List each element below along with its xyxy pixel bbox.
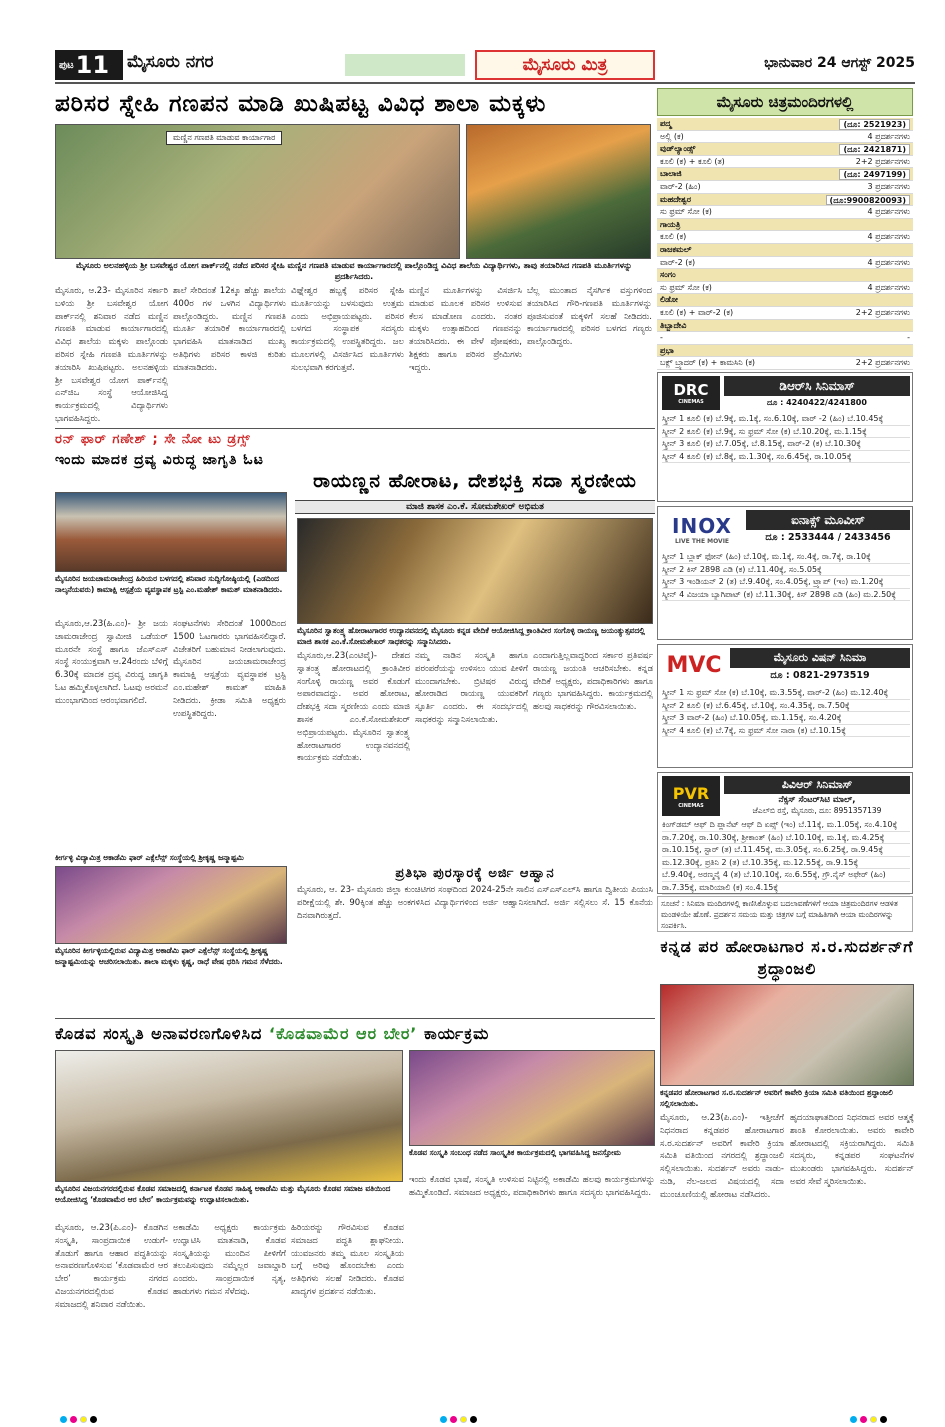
cinema-show-row <box>657 332 913 345</box>
cinema-hall-row <box>657 143 913 156</box>
story7-headline-start: ಕೊಡವ ಸಂಸ್ಕೃತಿ ಅನಾವರಣಗೊಳಿಸಿದ <box>55 1024 269 1043</box>
showtime-line: ಸ್ಕ್ರೀನ್ 1 ಕೂಲಿ (ಕ) ಬೆ.9ಕ್ಕೆ, ಮ.1ಕ್ಕೆ, ಸಂ.6.10ಕ್ಕೆ, ವಾರ್ -2 (ಹಿಂ) ಬೆ.10.45ಕ್ಕೆ <box>662 413 910 426</box>
story1-headline: ಪರಿಸರ ಸ್ನೇಹಿ ಗಣಪನ ಮಾಡಿ ಖುಷಿಪಟ್ಟ ವಿವಿಧ ಶಾಲಾ ಮಕ್ಕಳು <box>55 91 547 117</box>
story7-body-col4: ಇಂದು ಕೊಡವ ಭಾಷೆ, ಸಂಸ್ಕೃತಿ ಉಳಿಸುವ ನಿಟ್ಟಿನಲ್ಲಿ ಅಕಾಡೆಮಿ ಹಲವು ಕಾರ್ಯಕ್ರಮಗಳನ್ನು ಹಮ್ಮಿಕೊಂಡಿದೆ. ಸಮಾಜದ ಅಧ್ಯಕ್ಷರು, ಪದಾಧಿಕಾರಿಗಳು ಹಾಗೂ ಸದಸ್ಯರು ಭಾಗವಹಿಸಿದ್ದರು. <box>409 1175 655 1198</box>
showtime-line: ಸ್ಕ್ರೀನ್ 1 ಸು ಫ್ರಮ್ ಸೋ (ಕ) ಬೆ.10ಕ್ಕೆ, ಮ.3.55ಕ್ಕೆ, ವಾರ್-2 (ಹಿಂ) ಮ.12.40ಕ್ಕೆ <box>662 687 910 700</box>
cinema-row-info: - <box>907 333 910 343</box>
showtime-line: ಸ್ಕ್ರೀನ್ 3 ಇಂಡಿಯನ್ 2 (ತ) ಬೆ.9.40ಕ್ಕೆ, ಸಂ.4.05ಕ್ಕೆ, ಟ್ರ್ಯಾಪ್ (ಇಂ) ಮ.1.20ಕ್ಕೆ <box>662 576 910 589</box>
cinema-row-info: 3 ಪ್ರದರ್ಶನಗಳು <box>867 181 910 191</box>
story6-headline: ಕನ್ನಡ ಪರ ಹೋರಾಟಗಾರ ಸ.ರ.ಸುದರ್ಶನ್‌ಗೆ ಶ್ರದ್ಧಾಂಜಲಿ <box>660 937 914 978</box>
story2-caption: ಮೈಸೂರಿನ ಜಯಚಾಮರಾಜೇಂದ್ರ ಹಿರಿಯರ ಬಳಗದಲ್ಲಿ ಶನಿವಾರ ಸುದ್ದಿಗೋಷ್ಠಿಯಲ್ಲಿ (ಎಡದಿಂದ ನಾಲ್ಕನೆಯವರು) ಕಾಮಾಕ್ಷಿ ಆಸ್ಪತ್ರೆಯ ವ್ಯವಸ್ಥಾಪಕ ಟ್ರಸ್ಟಿ ಎಂ.ಮಹೇಶ್ ಕಾಮತ್ ಮಾತನಾಡಿದರು. <box>55 574 283 594</box>
pvr-logo-text: PVR <box>672 783 710 803</box>
cinema-row-name: ಗಾಯತ್ರಿ <box>660 219 681 229</box>
showtime-line: ರಾ.7.20ಕ್ಕೆ, ರಾ.10.30ಕ್ಕೆ, ಶ್ರೀಕಾಂತ್ (ಹಿಂ) ಬೆ.10.10ಕ್ಕೆ, ಮ.1ಕ್ಕೆ, ಮ.4.25ಕ್ಕೆ <box>662 832 910 845</box>
story1-body-col3: ವಿಘ್ನೇಶ್ವರ ಹಬ್ಬಕ್ಕೆ ಪರಿಸರ ಸ್ನೇಹಿ ಮೂರ್ತಿಯನ್ನು ಬಳಸುವುದು ಉತ್ತಮ ಎಂದು ಅಭಿಪ್ರಾಯಪಟ್ಟರು. ಪರಿಸರ ಬಳಗದ ಸಂಸ್ಥಾಪಕ ಸದಸ್ಯರು ಕಾರ್ಯಕ್ರಮದಲ್ಲಿ ಉಪಸ್ಥಿತರಿದ್ದರು. ಜಲ ಮೂಲಗಳಲ್ಲಿ ವಿಸರ್ಜಿಸಿದ ಮೂರ್ತಿಗಳು ಸುಲಭವಾಗಿ ಕರಗುತ್ತವೆ. <box>291 286 404 373</box>
inox-logo-text: INOX <box>672 513 732 538</box>
registration-dot <box>460 1416 467 1423</box>
story6-body-col1: ಮೈಸೂರು, ಆ.23(ಪಿ.ಎಂ)- ಇತ್ತೀಚೆಗೆ ನಿಧನರಾದ ಕನ್ನಡಪರ ಹೋರಾಟಗಾರ ಸ.ರ.ಸುದರ್ಶನ್ ಅವರಿಗೆ ಕಾವೇರಿ ಕ್ರಿಯಾ ಸಮಿತಿ ವತಿಯಿಂದ ನಗರದಲ್ಲಿ ಶ್ರದ್ಧಾಂಜಲಿ ಸಲ್ಲಿಸಲಾಯಿತು. ಸುದರ್ಶನ್ ಅವರು ನಾಡು-ನುಡಿ, ನೆಲ-ಜಲದ ವಿಷಯದಲ್ಲಿ ಸದಾ ಮುಂಚೂಣಿಯಲ್ಲಿ ಹೋರಾಟ ನಡೆಸಿದರು. <box>660 1113 784 1200</box>
cinema-row-name: ಸಂಗಂ <box>660 270 676 280</box>
cinema-row-name: ಬಕ್ಲ್ ಬ್ರ್ಯಾದರ್ (ಕ) + ಕಾಮಸಿನಿ (ಕ) <box>660 358 756 368</box>
cinema-row-name: ರಾಜಕಮಲ್ <box>660 244 692 254</box>
cinema-list-title: ಮೈಸೂರು ಚಿತ್ರಮಂದಿರಗಳಲ್ಲಿ <box>657 88 913 116</box>
cinema-hall-row <box>657 244 913 257</box>
cinema-row-name: - <box>660 333 663 343</box>
pvr-address: ನೆಕ್ಸಸ್ ಸೆಂಟರ್‌ಸಿಟಿ ಮಾಲ್, <box>778 795 856 805</box>
cinema-row-name: ಪ್ರಭಾ <box>660 345 674 355</box>
registration-dot <box>80 1416 87 1423</box>
pvr-block <box>657 772 913 894</box>
registration-dot <box>850 1416 857 1423</box>
registration-dot <box>70 1416 77 1423</box>
pvr-showtimes <box>662 819 910 895</box>
cinema-row-name: ಲಿಡೋ <box>660 295 678 305</box>
showtime-line: ಬೆ.9.40ಕ್ಕೆ, ಅರಣ್ಮನೈ 4 (ತ) ಬೆ.10.10ಕ್ಕೆ, ಸಂ.6.55ಕ್ಕೆ, ಗ್ರೌ.ನೈಸ್ ಅಫೇರ್ (ಹಿಂ) <box>662 869 910 882</box>
issue-date: ಭಾನುವಾರ 24 ಆಗಸ್ಟ್ 2025 <box>764 55 915 71</box>
drc-showtimes <box>662 413 910 463</box>
page-number-box <box>55 50 123 80</box>
story4-photo <box>297 518 653 624</box>
story2-photo <box>55 492 287 572</box>
cinema-row-info: 4 ಪ್ರದರ್ಶನಗಳು <box>867 131 910 141</box>
showtime-line: ಸ್ಕ್ರೀನ್ 3 ವಾರ್-2 (ಹಿಂ) ಬೆ.10.05ಕ್ಕೆ, ಮ.1.15ಕ್ಕೆ, ಸಂ.4.20ಕ್ಕೆ <box>662 712 910 725</box>
showtime-line: ಮ.12.30ಕ್ಕೆ, ಪ್ರತಿನಿ 2 (ತ) ಬೆ.10.35ಕ್ಕೆ, ಮ.12.55ಕ್ಕೆ, ರಾ.9.15ಕ್ಕೆ <box>662 857 910 870</box>
cinema-row-info: (ದೂ:9900820093) <box>826 195 910 206</box>
story5-headline: ಪ್ರತಿಭಾ ಪುರಸ್ಕಾರಕ್ಕೆ ಅರ್ಜಿ ಆಹ್ವಾನ <box>395 866 555 881</box>
story7-body-col1: ಮೈಸೂರು, ಆ.23(ಪಿ.ಎಂ)- ಕೊಡಗಿನ ಸಂಸ್ಕೃತಿ, ಸಾಂಪ್ರದಾಯಿಕ ಉಡುಗೆ-ತೊಡುಗೆ ಹಾಗೂ ಆಹಾರ ಪದ್ಧತಿಯನ್ನು ಅನಾವರಣಗೊಳಿಸುವ ‘ಕೊಡವಾಮೆರ ಆರ ಬೇರ’ ಕಾರ್ಯಕ್ರಮ ನಗರದ ವಿಜಯನಗರದಲ್ಲಿರುವ ಕೊಡವ ಸಮಾಜದಲ್ಲಿ ಶನಿವಾರ ನಡೆಯಿತು. <box>55 1223 168 1310</box>
story1-body-col1: ಮೈಸೂರು, ಆ.23- ಮೈಸೂರಿನ ಸರ್ಕಾರಿ ಬಳಿಯ ಶ್ರೀ ಬಸವೇಶ್ವರ ಯೋಗ ಪಾರ್ಕ್‌ನಲ್ಲಿ ಶನಿವಾರ ನಡೆದ ಮಣ್ಣಿನ ಗಣಪತಿ ಮಾಡುವ ಕಾರ್ಯಾಗಾರದಲ್ಲಿ ವಿವಿಧ ಶಾಲೆಯ ಮಕ್ಕಳು ಪಾಲ್ಗೊಂಡು ಪರಿಸರ ಸ್ನೇಹಿ ಗಣಪತಿ ಮೂರ್ತಿಗಳನ್ನು ತಯಾರಿಸಿ ಖುಷಿಪಟ್ಟರು. ಅಲನಹಳ್ಳಿಯ ಶ್ರೀ ಬಸವೇಶ್ವರ ಯೋಗ ಪಾರ್ಕ್‌ನಲ್ಲಿ ಎನ್‌ಜಿಒ ಸಂಸ್ಥೆ ಆಯೋಜಿಸಿದ್ದ ಕಾರ್ಯಕ್ರಮದಲ್ಲಿ ವಿದ್ಯಾರ್ಥಿಗಳು ಭಾಗವಹಿಸಿದ್ದರು. <box>55 286 168 424</box>
cinema-show-row <box>657 257 913 270</box>
cinema-row-name: ಕೂಲಿ (ಕ) + ಕೂಲಿ (ತ) <box>660 156 725 166</box>
showtime-line: ಸ್ಕ್ರೀನ್ 2 ಕೂಲಿ (ಕ) ಬೆ.6.45ಕ್ಕೆ, ಬೆ.10ಕ್ಕೆ, ಸಂ.4.35ಕ್ಕೆ, ರಾ.7.50ಕ್ಕೆ <box>662 700 910 713</box>
cinema-row-name: ಬಾಲಾಜಿ <box>660 169 682 179</box>
cinema-row-name: ಕೂಲಿ (ಕ) <box>660 232 687 242</box>
drc-logo <box>662 376 720 410</box>
cinema-hall-row <box>657 118 913 131</box>
drc-block <box>657 372 913 502</box>
story1-body-col5: ಬೆಲ್ಲ ಮುಂತಾದ ನೈಸರ್ಗಿಕ ವಸ್ತುಗಳಿಂದ ತಯಾರಿಸಿದ ಗೌರಿ-ಗಣಪತಿ ಮೂರ್ತಿಗಳನ್ನು ಪೂಜಿಸುವಂತೆ ಮಕ್ಕಳಿಗೆ ಸಲಹೆ ನೀಡಿದರು. ಕಾರ್ಯಾಗಾರದಲ್ಲಿ ಪರಿಸರ ಬಳಗದ ಗಣ್ಯರು ಪಾಲ್ಗೊಂಡಿದ್ದರು. <box>527 286 652 348</box>
showtime-line: ರಾ.7.35ಕ್ಕೆ, ಮಾರಿಯಾಲಿ (ಕ) ಸಂ.4.15ಕ್ಕೆ <box>662 882 910 895</box>
registration-dot <box>440 1416 447 1423</box>
story4-headline: ರಾಯಣ್ಣನ ಹೋರಾಟ, ದೇಶಭಕ್ತಿ ಸದಾ ಸ್ಮರಣೀಯ <box>313 470 637 492</box>
section-title: ಮೈಸೂರು ನಗರ <box>127 52 214 72</box>
cinema-row-info: 4 ಪ್ರದರ್ಶನಗಳು <box>867 207 910 217</box>
page-number: 11 <box>75 51 110 79</box>
cinema-row-info: 4 ಪ್ರದರ್ಶನಗಳು <box>867 257 910 267</box>
cinema-hall-row <box>657 294 913 307</box>
story6-photo <box>660 984 914 1086</box>
cinema-hall-row <box>657 345 913 358</box>
cinema-row-name: ವಾರ್-2 (ಹಿಂ) <box>660 181 701 191</box>
mvc-block <box>657 644 913 768</box>
showtime-line: ಸ್ಕ್ರೀನ್ 4 ಕೂಲಿ (ಕ) ಬೆ.8ಕ್ಕೆ, ಮ.1.30ಕ್ಕೆ, ಸಂ.6.45ಕ್ಕೆ, ರಾ.10.05ಕ್ಕೆ <box>662 451 910 464</box>
showtime-line: ಕಿಂಗ್‌ಡಮ್ ಆಫ್ ದಿ ಪ್ಲಾನೆಟ್ ಆಫ್ ದಿ ಏಪ್ಸ್ (ಇಂ) ಬೆ.11ಕ್ಕೆ, ಮ.1.05ಕ್ಕೆ, ಸಂ.4.10ಕ್ಕೆ <box>662 819 910 832</box>
pvr-logo-sub: CINEMAS <box>678 802 704 809</box>
story1-body-col2: ಶಾಲೆ ಸೇರಿದಂತೆ 12ಕ್ಕೂ ಹೆಚ್ಚು ಶಾಲೆಯ 400ರ ಗಳ ಒಳಗಿನ ವಿದ್ಯಾರ್ಥಿಗಳು ಪಾಲ್ಗೊಂಡಿದ್ದರು. ಮಣ್ಣಿನ ಗಣಪತಿ ಮೂರ್ತಿ ತಯಾರಿಕೆ ಕಾರ್ಯಾಗಾರದಲ್ಲಿ ಭಾಗವಹಿಸಿ ಮಾತನಾಡಿದ ಮುಖ್ಯ ಅತಿಥಿಗಳು ಪರಿಸರ ಕಾಳಜಿ ಕುರಿತು ಮಾತನಾಡಿದರು. <box>173 286 286 373</box>
story4-caption: ಮೈಸೂರಿನ ಸ್ವಾತಂತ್ರ್ಯ ಹೋರಾಟಗಾರರ ಉದ್ಯಾನವನದಲ್ಲಿ ಮೈಸೂರು ಕನ್ನಡ ವೇದಿಕೆ ಆಯೋಜಿಸಿದ್ದ ಕ್ರಾಂತಿವೀರ ಸಂಗೊಳ್ಳಿ ರಾಯಣ್ಣ ಜಯಂತ್ಯುತ್ಸವದಲ್ಲಿ ಮಾಜಿ ಶಾಸಕ ಎಂ.ಕೆ.ಸೋಮಶೇಖರ್ ಸಾಧಕರನ್ನು ಸನ್ಮಾನಿಸಿದರು. <box>297 626 645 646</box>
cinema-hall-row <box>657 269 913 282</box>
inox-logo <box>662 510 742 548</box>
cinema-row-name: ಅಲ್ಲಿ (ಕ) <box>660 131 684 141</box>
story1-photo-group <box>55 124 460 259</box>
cinema-hall-row <box>657 320 913 333</box>
mvc-logo: MVC <box>666 652 722 678</box>
cinema-hall-row <box>657 219 913 232</box>
story1-body-col4: ಮಣ್ಣಿನ ಮೂರ್ತಿಗಳನ್ನು ವಿಸರ್ಜಿಸಿ ಮಾಡುವ ಮೂಲಕ ಪರಿಸರ ಉಳಿಸುವ ಕೆಲಸ ಮಾಡೋಣ ಎಂದರು. ನಂತರ ಮಕ್ಕಳು ಉತ್ಸಾಹದಿಂದ ಗಣಪನನ್ನು ತಯಾರಿಸಿದರು. ಈ ವೇಳೆ ಪೋಷಕರು, ಶಿಕ್ಷಕರು ಹಾಗೂ ಪರಿಸರ ಪ್ರೇಮಿಗಳು ಇದ್ದರು. <box>409 286 522 373</box>
showtime-line: ಸ್ಕ್ರೀನ್ 4 ಕೂಲಿ (ಕ) ಬೆ.7ಕ್ಕೆ, ಸು ಫ್ರಮ್ ಸೋ ನಾರಾ (ಕ) ಬೆ.10.15ಕ್ಕೆ <box>662 725 910 738</box>
story1-photo-banner: ಮಣ್ಣಿನ ಗಣಪತಿ ಮಾಡುವ ಕಾರ್ಯಾಗಾರ <box>166 131 282 145</box>
cinema-row-name: ಕೂಲಿ (ಕ) + ವಾರ್-2 (ಕ) <box>660 307 734 317</box>
story7-rule <box>55 1018 655 1019</box>
story1-photo-idol <box>466 124 651 259</box>
story2-subhead: ಇಂದು ಮಾದಕ ದ್ರವ್ಯ ವಿರುದ್ಧ ಜಾಗೃತಿ ಓಟ <box>55 452 264 468</box>
mvc-showtimes <box>662 687 910 737</box>
cinema-show-row <box>657 206 913 219</box>
cinema-show-row <box>657 357 913 370</box>
story5-body: ಮೈಸೂರು, ಆ. 23- ಮೈಸೂರು ಜಿಲ್ಲಾ ಕುಂಚಿಟಿಗರ ಸಂಘದಿಂದ 2024-25ನೇ ಸಾಲಿನ ಎಸ್‌ಎಸ್‌ಎಲ್‌ಸಿ ಹಾಗೂ ದ್ವಿತೀಯ ಪಿಯುಸಿ ಪರೀಕ್ಷೆಯಲ್ಲಿ ಶೇ. 90ಕ್ಕಿಂತ ಹೆಚ್ಚು ಅಂಕಗಳಿಸಿದ ವಿದ್ಯಾರ್ಥಿಗಳಿಂದ ಅರ್ಜಿ ಆಹ್ವಾನಿಸಲಾಗಿದೆ. ಅರ್ಜಿ ಸಲ್ಲಿಸಲು ಸೆ. 15 ಕೊನೆಯ ದಿನವಾಗಿರುತ್ತದೆ. <box>297 885 653 921</box>
registration-dot <box>90 1416 97 1423</box>
cinema-row-name: ಪದ್ಮ <box>660 119 672 128</box>
cinema-row-info: 2+2 ಪ್ರದರ್ಶನಗಳು <box>855 156 910 166</box>
cinema-hall-row <box>657 194 913 207</box>
inox-showtimes <box>662 551 910 601</box>
story4-body-col1: ಮೈಸೂರು,ಆ.23(ಎಂಟಿವೈ)- ದೇಶದ ಸ್ವಾತಂತ್ರ್ಯ ಹೋರಾಟದಲ್ಲಿ ಕ್ರಾಂತಿವೀರ ಸಂಗೊಳ್ಳಿ ರಾಯಣ್ಣ ಅವರ ಕೊಡುಗೆ ಅಪಾರವಾದದ್ದು. ಅವರ ಹೋರಾಟ, ದೇಶಭಕ್ತಿ ಸದಾ ಸ್ಮರಣೀಯ ಎಂದು ಮಾಜಿ ಶಾಸಕ ಎಂ.ಕೆ.ಸೋಮಶೇಖರ್ ಅಭಿಪ್ರಾಯಪಟ್ಟರು. ಮೈಸೂರಿನ ಸ್ವಾತಂತ್ರ್ಯ ಹೋರಾಟಗಾರರ ಉದ್ಯಾನವನದಲ್ಲಿ ಕಾರ್ಯಕ್ರಮ ನಡೆಯಿತು. <box>297 651 410 764</box>
drc-phone: ದೂ : 4240422/4241800 <box>767 398 867 407</box>
drc-name: ಡಿಆರ್‌ಸಿ ಸಿನಿಮಾಸ್ <box>724 376 910 396</box>
cinema-row-info: (ದೂ: 2521923) <box>839 119 910 130</box>
drc-logo-sub: CINEMAS <box>678 399 704 405</box>
registration-dots-right <box>850 1408 890 1427</box>
story1-caption: ಮೈಸೂರು ಅಲನಹಳ್ಳಿಯ ಶ್ರೀ ಬಸವೇಶ್ವರ ಯೋಗ ಪಾರ್ಕ್‌ನಲ್ಲಿ ನಡೆದ ಪರಿಸರ ಸ್ನೇಹಿ ಮಣ್ಣಿನ ಗಣಪತಿ ಮಾಡುವ ಕಾರ್ಯಾಗಾರದಲ್ಲಿ ಪಾಲ್ಗೊಂಡಿದ್ದ ವಿವಿಧ ಶಾಲೆಯ ವಿದ್ಯಾರ್ಥಿಗಳು, ತಾವು ತಯಾರಿಸಿದ ಗಣಪತಿ ಮೂರ್ತಿಗಳನ್ನು ಪ್ರದರ್ಶಿಸಿದರು. <box>75 261 633 281</box>
page-label: ಪುಟ <box>59 59 74 71</box>
story3-photo <box>55 866 287 944</box>
registration-dot <box>860 1416 867 1423</box>
showtime-line: ಸ್ಕ್ರೀನ್ 1 ಬ್ಲಾಕ್ ಫೋನ್ (ಹಿಂ) ಬೆ.10ಕ್ಕೆ, ಮ.1ಕ್ಕೆ, ಸಂ.4ಕ್ಕೆ, ರಾ.7ಕ್ಕೆ, ರಾ.10ಕ್ಕೆ <box>662 551 910 564</box>
story1-rule <box>55 428 655 429</box>
pvr-phone: ಜೆಎಲ್‌ಬಿ ರಸ್ತೆ, ಮೈಸೂರು, ದೂ: 8951357139 <box>752 806 882 815</box>
story2-headline: ರನ್ ಫಾರ್ ಗಣೇಶ್ ; ಸೇ ನೋ ಟು ಡ್ರಗ್ಸ್ <box>55 432 251 447</box>
masthead-brand: ಮೈಸೂರು ಮಿತ್ರ <box>475 50 655 80</box>
story7-headline-highlight: ‘ಕೊಡವಾಮೆರ ಆರ ಬೇರ’ <box>268 1024 418 1043</box>
registration-dot <box>60 1416 67 1423</box>
cinema-row-info: 2+2 ಪ್ರದರ್ಶನಗಳು <box>855 358 910 368</box>
story7-body-col3: ಹಿರಿಯರನ್ನು ಗೌರವಿಸುವ ಕೊಡವ ಸಮಾಜದ ಪದ್ಧತಿ ಶ್ಲಾಘನೀಯ. ಯುವಜನರು ತಮ್ಮ ಮೂಲ ಸಂಸ್ಕೃತಿಯ ಬಗ್ಗೆ ಅರಿವು ಹೊಂದಬೇಕು ಎಂದು ಅತಿಥಿಗಳು ಸಲಹೆ ನೀಡಿದರು. ಕೊಡವ ಖಾದ್ಯಗಳ ಪ್ರದರ್ಶನ ನಡೆಯಿತು. <box>291 1223 404 1297</box>
story6-caption: ಕನ್ನಡಪರ ಹೋರಾಟಗಾರ ಸ.ರ.ಸುದರ್ಶನ್ ಅವರಿಗೆ ಕಾವೇರಿ ಕ್ರಿಯಾ ಸಮಿತಿ ವತಿಯಿಂದ ಶ್ರದ್ಧಾಂಜಲಿ ಸಲ್ಲಿಸಲಾಯಿತು. <box>660 1088 893 1108</box>
cinema-row-name: ಸು ಫ್ರಮ್ ಸೋ (ಕ) <box>660 207 712 217</box>
story3-caption2: ಮೈಸೂರಿನ ಕೀರ್ಗಳ್ಳಿಯಲ್ಲಿರುವ ವಿದ್ಯಾಮಿತ್ರ ಅಕಾಡೆಮಿ ಫಾರ್ ಎಕ್ಸೆಲೆನ್ಸ್ ಸಂಸ್ಥೆಯಲ್ಲಿ ಶ್ರೀಕೃಷ್ಣ ಜನ್ಮಾಷ್ಟಮಿಯನ್ನು ಆಚರಿಸಲಾಯಿತು. ಶಾಲಾ ಮಕ್ಕಳು ಕೃಷ್ಣ, ರಾಧೆ ವೇಷ ಧರಿಸಿ ಗಮನ ಸೆಳೆದರು. <box>55 946 283 966</box>
showtime-line: ಸ್ಕ್ರೀನ್ 2 ಕೂಲಿ (ಕ) ಬೆ.9ಕ್ಕೆ, ಸು ಫ್ರಮ್ ಸೋ (ಕ) ಬೆ.10.20ಕ್ಕೆ, ಮ.1.15ಕ್ಕೆ <box>662 426 910 439</box>
inox-logo-sub: LIVE THE MOVIE <box>674 537 730 545</box>
cinema-show-row <box>657 181 913 194</box>
cinema-row-name: ತಿಬ್ಬಾದೇವಿ <box>660 320 687 330</box>
cinema-row-info: 4 ಪ್ರದರ್ಶನಗಳು <box>867 282 910 292</box>
pvr-name: ಪಿವಿಆರ್ ಸಿನಿಮಾಸ್ <box>724 776 910 794</box>
page-header <box>55 50 915 80</box>
header-decor <box>345 54 465 76</box>
showtime-line: ಸ್ಕ್ರೀನ್ 4 ವಿಜಯಾ ಬ್ಯಾಗಿಪಾಟ್ (ಕ) ಬೆ.11.30ಕ್ಕೆ, ಕಿಸ್ 2898 ಎಡಿ (ಹಿಂ) ಮ.2.50ಕ್ಕೆ <box>662 589 910 602</box>
story7-body-col2: ಅಕಾಡೆಮಿ ಅಧ್ಯಕ್ಷರು ಕಾರ್ಯಕ್ರಮ ಉದ್ಘಾಟಿಸಿ ಮಾತನಾಡಿ, ಕೊಡವ ಸಂಸ್ಕೃತಿಯನ್ನು ಮುಂದಿನ ಪೀಳಿಗೆಗೆ ತಲುಪಿಸುವುದು ನಮ್ಮೆಲ್ಲರ ಜವಾಬ್ದಾರಿ ಎಂದರು. ಸಾಂಪ್ರದಾಯಿಕ ನೃತ್ಯ, ಹಾಡುಗಳು ಗಮನ ಸೆಳೆದವು. <box>173 1223 286 1297</box>
story2-body-col1: ಮೈಸೂರು,ಆ.23(ಹಿ.ಎಂ)- ಶ್ರೀ ಜಯ ಚಾಮರಾಜೇಂದ್ರ ಸ್ವಾಮೀಜಿ ಒಡೆಯರ್ ಮೂರನೇ ಸಂಸ್ಥೆ ಹಾಗೂ ಜೆಎಸ್‌ಎಸ್ ಸಂಸ್ಥೆ ಸಂಯುಕ್ತವಾಗಿ ಆ.24ರಂದು ಬೆಳಿಗ್ಗೆ 6.30ಕ್ಕೆ ಮಾದಕ ದ್ರವ್ಯ ವಿರುದ್ಧ ಜಾಗೃತಿ ಓಟ ಹಮ್ಮಿಕೊಳ್ಳಲಾಗಿದೆ. ಓಟವು ಅರಮನೆ ಮುಂಭಾಗದಿಂದ ಆರಂಭವಾಗಲಿದೆ. <box>55 619 168 706</box>
story4-subhead: ಮಾಜಿ ಶಾಸಕ ಎಂ.ಕೆ. ಸೋಮಶೇಖರ್ ಅಭಿಮತ <box>295 500 655 514</box>
showtime-line: ಸ್ಕ್ರೀನ್ 3 ಕೂಲಿ (ಕ) ಬೆ.7.05ಕ್ಕೆ, ಬೆ.8.15ಕ್ಕೆ, ವಾರ್-2 (ಕ) ಬೆ.10.30ಕ್ಕೆ <box>662 438 910 451</box>
mvc-phone: ದೂ : 0821-2973519 <box>770 670 870 681</box>
registration-dot <box>450 1416 457 1423</box>
registration-dots-center <box>440 1408 480 1427</box>
cinema-row-name: ವುಡ್‌ಲ್ಯಾಂಡ್ಸ್ <box>660 144 696 154</box>
cinema-row-name: ಮಹದೇಶ್ವರ <box>660 194 691 204</box>
story7-caption1: ಮೈಸೂರಿನ ವಿಜಯನಗರದಲ್ಲಿರುವ ಕೊಡವ ಸಮಾಜದಲ್ಲಿ ಕರ್ನಾಟಕ ಕೊಡವ ಸಾಹಿತ್ಯ ಅಕಾಡೆಮಿ ಮತ್ತು ಮೈಸೂರು ಕೊಡವ ಸಮಾಜ ವತಿಯಿಂದ ಆಯೋಜಿಸಿದ್ದ ‘ಕೊಡವಾಮೆರ ಆರ ಬೇರ’ ಕಾರ್ಯಕ್ರಮವನ್ನು ಉದ್ಘಾಟಿಸಲಾಯಿತು. <box>55 1184 391 1204</box>
story7-photo-stage <box>55 1050 403 1182</box>
story2-body-col2: ಸಂಘಟನೆಗಳು ಸೇರಿದಂತೆ 1000ದಿಂದ 1500 ಓಟಗಾರರು ಭಾಗವಹಿಸಲಿದ್ದಾರೆ. ವಿಜೇತರಿಗೆ ಬಹುಮಾನ ನೀಡಲಾಗುವುದು. ಮೈಸೂರಿನ ಜಯಚಾಮರಾಜೇಂದ್ರ ಕಾಮಾಕ್ಷಿ ಆಸ್ಪತ್ರೆಯ ವ್ಯವಸ್ಥಾಪಕ ಟ್ರಸ್ಟಿ ಎಂ.ಮಹೇಶ್ ಕಾಮತ್ ಮಾಹಿತಿ ನೀಡಿದರು. ಕ್ರೀಡಾ ಸಮಿತಿ ಅಧ್ಯಕ್ಷರು ಉಪಸ್ಥಿತರಿದ್ದರು. <box>173 619 286 719</box>
drc-logo-text: DRC <box>673 381 709 399</box>
cinema-note: ಸೂಚನೆ : ಸಿನಿಮಾ ಮಂದಿರಗಳಲ್ಲಿ ಕಾಣಿಸಿಕೊಳ್ಳುವ ಬದಲಾವಣೆಗಳಿಗೆ ಆಯಾ ಚಿತ್ರಮಂದಿರಗಳ ಆಡಳಿತ ಮಂಡಳಿಯೇ ಹೊಣೆ. ಪ್ರದರ್ಶನ ಸಮಯ ಮತ್ತು ಚಿತ್ರಗಳ ಬಗ್ಗೆ ಮಾಹಿತಿಗಾಗಿ ಆಯಾ ಮಂದಿರಗಳನ್ನು ಸಂಪರ್ಕಿಸಿ. <box>657 896 913 932</box>
inox-name: ಐನಾಕ್ಸ್ ಮೂವೀಸ್ <box>746 510 910 530</box>
cinema-row-info: 4 ಪ್ರದರ್ಶನಗಳು <box>867 232 910 242</box>
cinema-show-row <box>657 282 913 295</box>
cinema-show-row <box>657 131 913 144</box>
cinema-row-name: ಸು ಫ್ರಮ್ ಸೋ (ಕ) <box>660 282 712 292</box>
inox-phone: ದೂ : 2533444 / 2433456 <box>765 532 891 543</box>
registration-dot <box>870 1416 877 1423</box>
story7-caption2: ಕೊಡವ ಸಂಸ್ಕೃತಿ ಸಂಬಂಧ ನಡೆದ ಸಾಂಸ್ಕೃತಿಕ ಕಾರ್ಯಕ್ರಮದಲ್ಲಿ ಭಾಗವಹಿಸಿದ್ದ ಜನಸ್ತೋಮ <box>409 1148 621 1157</box>
showtime-line: ಸ್ಕ್ರೀನ್ 2 ಕಿಸ್ 2898 ಎಡಿ (ಕ) ಬೆ.11.40ಕ್ಕೆ, ಸಂ.5.05ಕ್ಕೆ <box>662 564 910 577</box>
story6-body-col2: ಹೃದಯಾಘಾತದಿಂದ ನಿಧನರಾದ ಅವರ ಆತ್ಮಕ್ಕೆ ಶಾಂತಿ ಕೋರಲಾಯಿತು. ಅವರು ಕಾವೇರಿ ಹೋರಾಟದಲ್ಲಿ ಸಕ್ರಿಯರಾಗಿದ್ದರು. ಸಮಿತಿ ಸದಸ್ಯರು, ಕನ್ನಡಪರ ಸಂಘಟನೆಗಳ ಮುಖಂಡರು ಭಾಗವಹಿಸಿದ್ದರು. ಸುದರ್ಶನ್ ಅವರ ಸೇವೆ ಸ್ಮರಿಸಲಾಯಿತು. <box>790 1113 914 1187</box>
registration-dot <box>880 1416 887 1423</box>
header-rule <box>55 82 915 84</box>
cinema-show-row <box>657 156 913 169</box>
registration-dot <box>470 1416 477 1423</box>
cinema-row-info: (ದೂ: 2421871) <box>839 144 910 155</box>
story4-body-col3: ಎಂದಾಗುತ್ತಿಲ್ಲವಾದ್ದರಿಂದ ಸರ್ಕಾರ ಪ್ರತಿವರ್ಷ ರಾಯಣ್ಣ ಜಯಂತಿ ಆಚರಿಸಬೇಕು. ಕನ್ನಡ ವೇದಿಕೆ ಅಧ್ಯಕ್ಷರು, ಪದಾಧಿಕಾರಿಗಳು ಹಾಗೂ ಗಣ್ಯರು ಭಾಗವಹಿಸಿದ್ದರು. ಕಾರ್ಯಕ್ರಮದಲ್ಲಿ ಹಲವು ಸಾಧಕರನ್ನು ಗೌರವಿಸಲಾಯಿತು. <box>533 651 653 713</box>
story7-headline-end: ಕಾರ್ಯಕ್ರಮ <box>417 1024 490 1043</box>
registration-dots-left <box>60 1408 100 1427</box>
inox-block <box>657 506 913 640</box>
story3-caption: ಕೀರ್ಗಳ್ಳಿ ವಿದ್ಯಾಮಿತ್ರ ಅಕಾಡೆಮಿ ಫಾರ್ ಎಕ್ಸೆಲೆನ್ಸ್ ಸಂಸ್ಥೆಯಲ್ಲಿ ಶ್ರೀಕೃಷ್ಣ ಜನ್ಮಾಷ್ಟಮಿ <box>55 853 244 862</box>
story7-headline <box>55 1022 655 1046</box>
cinema-row-name: ವಾರ್-2 (ಕ) <box>660 257 696 267</box>
cinema-show-row <box>657 307 913 320</box>
cinema-show-row <box>657 231 913 244</box>
cinema-list <box>657 118 913 370</box>
cinema-row-info: 2+2 ಪ್ರದರ್ಶನಗಳು <box>855 307 910 317</box>
story7-photo-crowd <box>409 1050 655 1146</box>
cinema-row-info: (ದೂ: 2497199) <box>839 169 910 180</box>
mvc-name: ಮೈಸೂರು ವಿಷನ್ ಸಿನಿಮಾ <box>730 648 910 668</box>
showtime-line: ರಾ.10.15ಕ್ಕೆ, ಸ್ಟಾರ್ (ತ) ಬೆ.11.45ಕ್ಕೆ, ಮ.3.05ಕ್ಕೆ, ಸಂ.6.25ಕ್ಕೆ, ರಾ.9.45ಕ್ಕೆ <box>662 844 910 857</box>
pvr-logo <box>662 776 720 816</box>
story4-body-col2: ನಮ್ಮ ನಾಡಿನ ಸಂಸ್ಕೃತಿ ಹಾಗೂ ಪರಂಪರೆಯನ್ನು ಉಳಿಸಲು ಯುವ ಪೀಳಿಗೆ ಮುಂದಾಗಬೇಕು. ಬ್ರಿಟಿಷರ ವಿರುದ್ಧ ಹೋರಾಡಿದ ರಾಯಣ್ಣ ಯುವಕರಿಗೆ ಸ್ಫೂರ್ತಿ ಎಂದರು. ಈ ಸಂದರ್ಭದಲ್ಲಿ ಸಾಧಕರನ್ನು ಸನ್ಮಾನಿಸಲಾಯಿತು. <box>415 651 528 725</box>
cinema-hall-row <box>657 168 913 181</box>
